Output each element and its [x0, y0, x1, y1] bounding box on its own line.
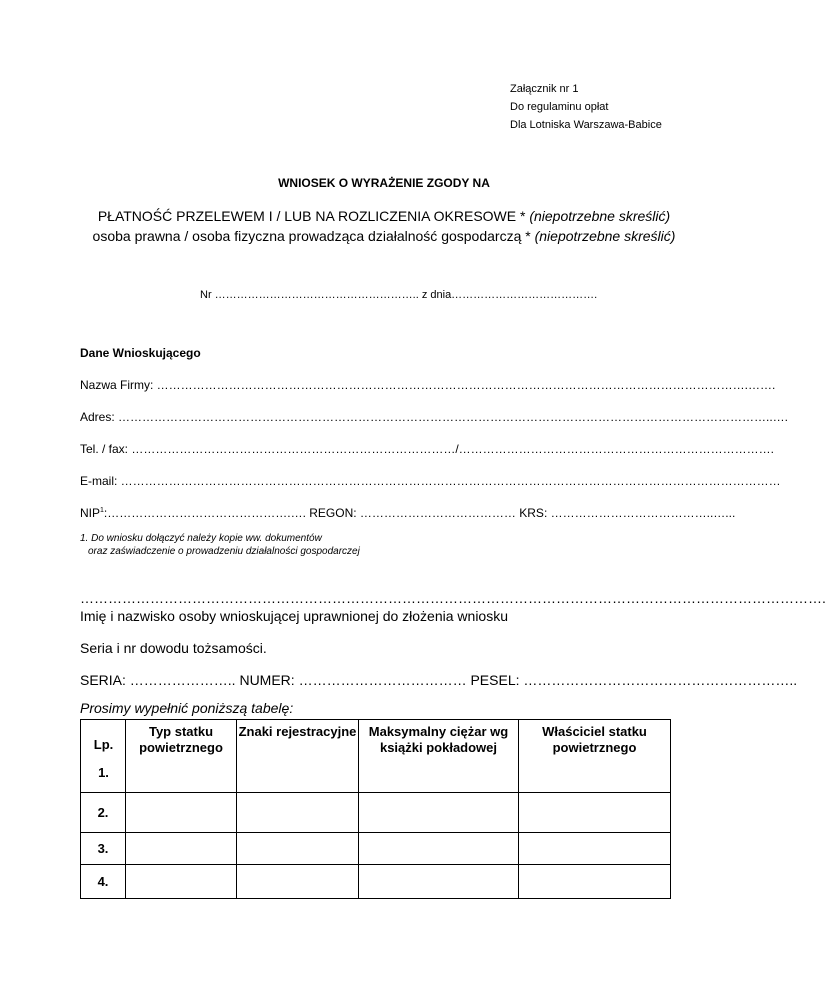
owner-cell[interactable] — [519, 793, 671, 833]
aircraft-type-cell[interactable] — [126, 793, 237, 833]
title-line-entity — [0, 228, 768, 244]
number-date-line: Nr ……………………………………………….. z dnia…………………………………. — [200, 289, 598, 301]
lp-row-1: 1. — [98, 765, 109, 780]
aircraft-owner-header: Właściciel statku powietrznego — [519, 720, 671, 793]
nip-label: NIP — [80, 506, 101, 520]
id-series-number-pesel[interactable]: SERIA: ………………….. NUMER: ……………………………… PESEL: ………………………………………………….. — [80, 672, 798, 688]
email-field[interactable]: E-mail: ………………………………………………………………………………………………………………………………………………… — [80, 474, 781, 488]
title-line-payment — [0, 208, 768, 224]
table-row — [81, 833, 671, 865]
airport-reference: Dla Lotniska Warszawa-Babice — [510, 119, 662, 131]
owner-cell[interactable] — [519, 865, 671, 899]
nip-regon-krs-field[interactable] — [80, 506, 735, 520]
signature-label: Imię i nazwisko osoby wnioskującej uprawnionej do złożenia wniosku — [80, 608, 508, 624]
owner-cell[interactable] — [519, 833, 671, 865]
registration-cell[interactable] — [237, 833, 359, 865]
lp-row-3: 3. — [81, 833, 126, 865]
registration-cell[interactable] — [237, 793, 359, 833]
document-title: WNIOSEK O WYRAŻENIE ZGODY NA — [278, 176, 490, 190]
lp-row-4: 4. — [81, 865, 126, 899]
max-weight-cell[interactable] — [359, 793, 519, 833]
regulation-reference: Do regulaminu opłat — [510, 101, 609, 113]
footnote-line-1: 1. Do wniosku dołączyć należy kopie ww. dokumentów — [80, 533, 322, 544]
aircraft-type-cell[interactable] — [126, 833, 237, 865]
footnote-line-2: oraz zaświadczenie o prowadzeniu działalności gospodarczej — [88, 546, 360, 557]
max-weight-header: Maksymalny ciężar wg książki pokładowej — [359, 720, 519, 793]
max-weight-cell[interactable] — [359, 865, 519, 899]
signature-dots[interactable]: ……………………………………………………………………………………………………………………………………………. — [80, 590, 826, 606]
nip-regon-krs-dots: :……………………………………….…. REGON: ………………………………… KRS: …………………………………..…... — [103, 506, 736, 520]
company-name-field[interactable]: Nazwa Firmy: ………………………………………………………………………………………………………………………………….……. — [80, 378, 776, 392]
table-header-row — [81, 720, 671, 793]
nip-footnote-mark: 1 — [100, 507, 104, 514]
lp-header: Lp. — [93, 737, 114, 752]
applicant-heading: Dane Wnioskującego — [80, 346, 201, 360]
id-heading: Seria i nr dowodu tożsamości. — [80, 640, 267, 656]
table-instruction: Prosimy wypełnić poniższą tabelę: — [80, 700, 294, 716]
lp-row-2: 2. — [81, 793, 126, 833]
entity-note: (niepotrzebne skreślić) — [534, 228, 676, 244]
aircraft-type-cell[interactable] — [126, 865, 237, 899]
entity-text: osoba prawna / osoba fizyczna prowadząca działalność gospodarczą * — [92, 228, 535, 244]
payment-note: (niepotrzebne skreślić) — [529, 208, 671, 224]
table-row — [81, 793, 671, 833]
max-weight-cell[interactable] — [359, 833, 519, 865]
registration-marks-header: Znaki rejestracyjne — [237, 720, 359, 793]
payment-text: PŁATNOŚĆ PRZELEWEM I / LUB NA ROZLICZENIA OKRESOWE * — [97, 208, 530, 224]
registration-cell[interactable] — [237, 865, 359, 899]
aircraft-type-header: Typ statku powietrznego — [126, 720, 237, 793]
aircraft-table — [80, 719, 671, 899]
attachment-number: Załącznik nr 1 — [510, 83, 579, 95]
address-field[interactable]: Adres: ………………………………………………………………………………………………………………………………………………..…. — [80, 410, 789, 424]
lp-header-cell — [81, 720, 126, 793]
phone-fax-field[interactable]: Tel. / fax: ………………………………………………………………………/……………………………………………………………………. — [80, 442, 775, 456]
table-row — [81, 865, 671, 899]
